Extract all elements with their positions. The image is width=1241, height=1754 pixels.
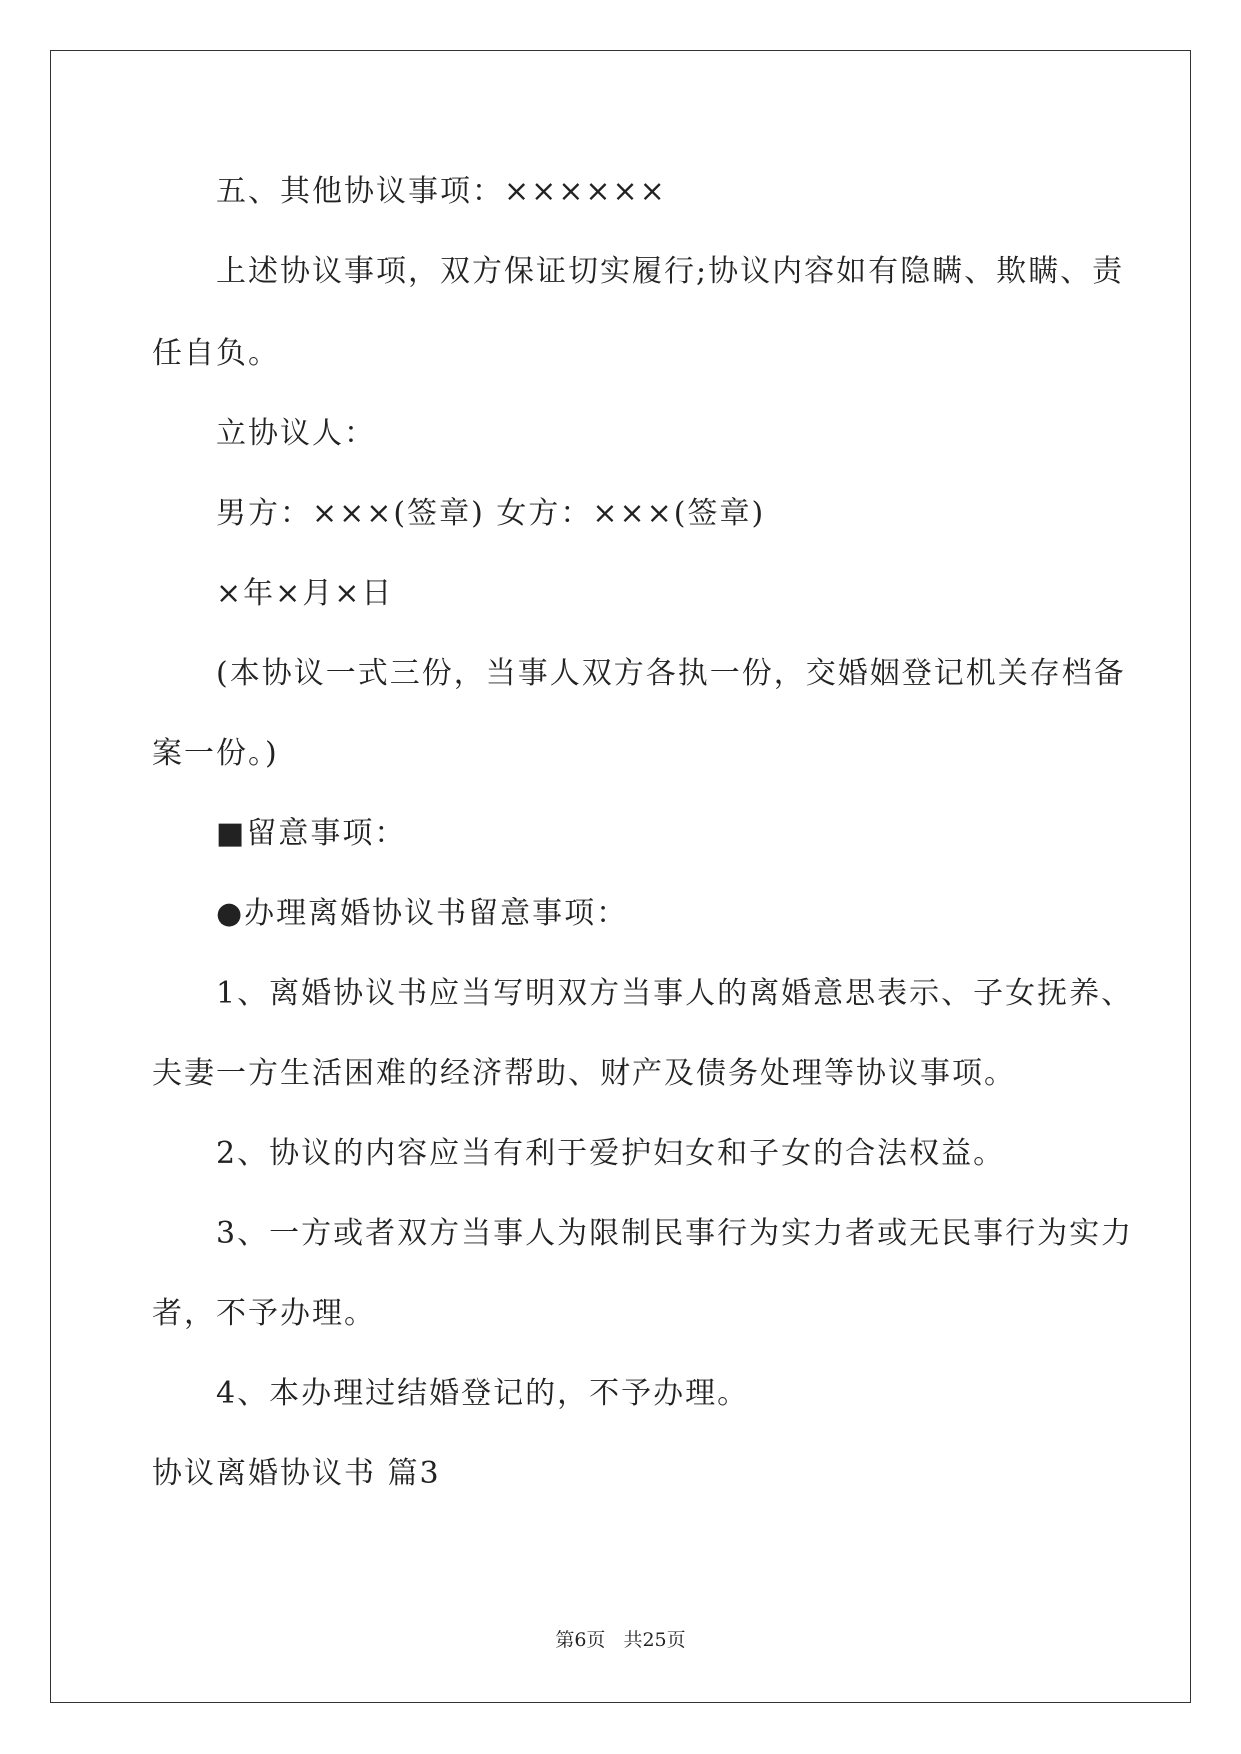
notes-subheading: ●办理离婚协议书留意事项： bbox=[216, 896, 629, 931]
notes-heading: ■留意事项： bbox=[216, 816, 407, 851]
note-item-2: 2、协议的内容应当有利于爱护妇女和子女的合法权益。 bbox=[216, 1136, 1006, 1171]
clause-five-line: 五、其他协议事项：×××××× bbox=[216, 174, 667, 209]
section-heading: 协议离婚协议书 篇3 bbox=[152, 1456, 441, 1491]
signatory-heading: 立协议人： bbox=[216, 416, 376, 451]
note-item-4: 4、本办理过结婚登记的，不予办理。 bbox=[216, 1376, 750, 1411]
note-item-1-continued: 夫妻一方生活困难的经济帮助、财产及债务处理等协议事项。 bbox=[152, 1056, 1016, 1091]
paragraph-line: 上述协议事项，双方保证切实履行;协议内容如有隐瞒、欺瞒、责 bbox=[216, 254, 1125, 289]
paragraph-line: 案一份。) bbox=[152, 736, 279, 771]
page-total: 共25页 bbox=[623, 1629, 686, 1651]
date-line: ×年×月×日 bbox=[216, 576, 394, 611]
page-footer bbox=[0, 1628, 1241, 1652]
note-item-3: 3、一方或者双方当事人为限制民事行为实力者或无民事行为实力 bbox=[216, 1216, 1134, 1251]
paragraph-line: 任自负。 bbox=[152, 336, 280, 371]
note-item-3-continued: 者，不予办理。 bbox=[152, 1296, 376, 1331]
paragraph-line: (本协议一式三份，当事人双方各执一份，交婚姻登记机关存档备 bbox=[216, 656, 1126, 691]
signature-line: 男方：×××(签章) 女方：×××(签章) bbox=[216, 496, 766, 531]
note-item-1: 1、离婚协议书应当写明双方当事人的离婚意思表示、子女抚养、 bbox=[216, 976, 1134, 1011]
page-number: 第6页 bbox=[555, 1629, 606, 1651]
